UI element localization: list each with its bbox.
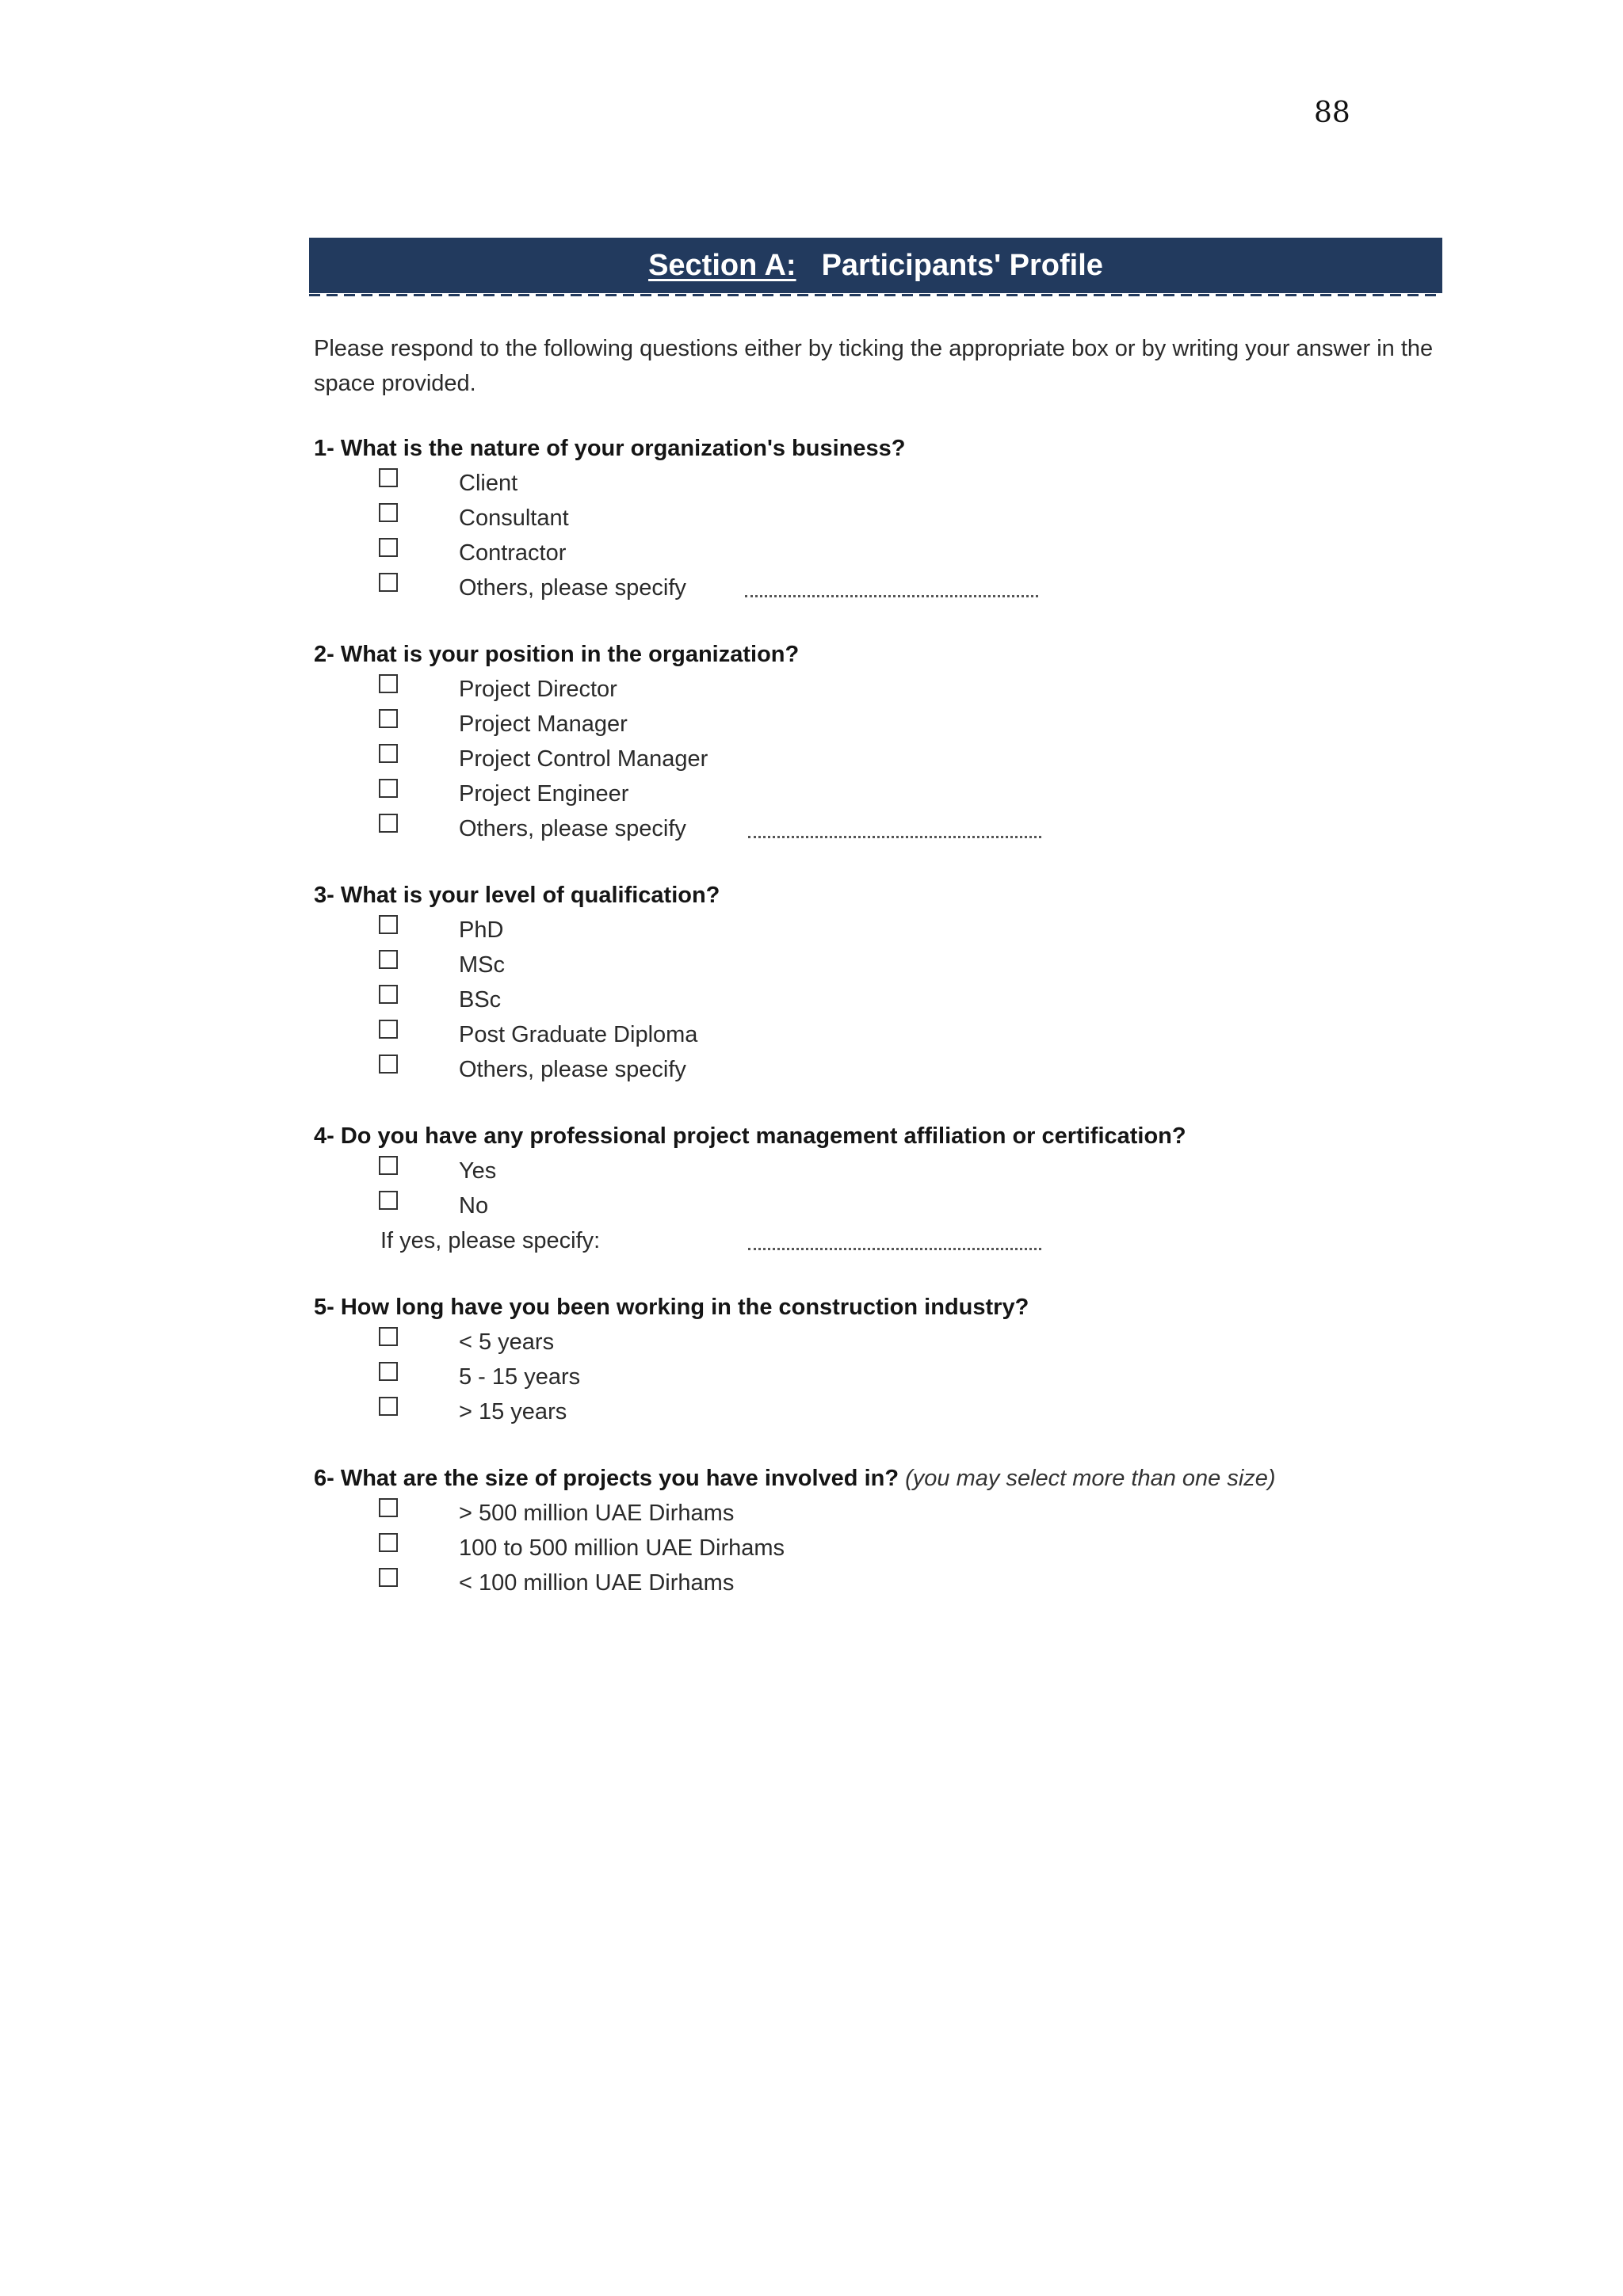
option-label: 5 - 15 years (459, 1364, 581, 1390)
option-list (309, 1496, 1442, 1600)
option-label: Others, please specify (459, 575, 686, 601)
checkbox[interactable] (379, 985, 398, 1004)
question-text: 5- How long have you been working in the construction industry? (314, 1295, 1029, 1320)
checkbox[interactable] (379, 1362, 398, 1381)
section-header (309, 238, 1442, 293)
question-3 (309, 878, 1442, 1087)
option-label: Others, please specify (459, 816, 686, 841)
option-100-to-500-million (309, 1531, 1442, 1566)
option-label: Project Manager (459, 711, 628, 737)
question-5 (309, 1290, 1442, 1429)
checkbox[interactable] (379, 674, 398, 693)
option-label: Consultant (459, 505, 569, 531)
option-project-director (309, 672, 1442, 707)
checkbox[interactable] (379, 1397, 398, 1416)
option-list (309, 466, 1442, 605)
question-text: 4- Do you have any professional project management affiliation or certification? (314, 1123, 1186, 1149)
option-others (309, 1052, 1442, 1087)
option-label: PhD (459, 917, 504, 943)
option-label: > 15 years (459, 1399, 567, 1425)
question-text (314, 1461, 1442, 1496)
question-text: 3- What is your level of qualification? (314, 883, 720, 908)
checkbox[interactable] (379, 709, 398, 728)
option-label: Yes (459, 1158, 497, 1184)
option-label: Others, please specify (459, 1057, 686, 1082)
option-label: Project Control Manager (459, 746, 708, 772)
option-label: No (459, 1193, 489, 1219)
checkbox[interactable] (379, 1568, 398, 1587)
checkbox[interactable] (379, 468, 398, 487)
checkbox[interactable] (379, 779, 398, 798)
if-yes-label: If yes, please specify: (380, 1228, 601, 1253)
option-list (309, 672, 1442, 846)
section-prefix: Section A: (648, 248, 796, 282)
checkbox[interactable] (379, 573, 398, 592)
option-under-5-years (309, 1325, 1442, 1360)
question-4 (309, 1119, 1442, 1258)
option-client (309, 466, 1442, 501)
checkbox[interactable] (379, 1055, 398, 1074)
option-project-manager (309, 707, 1442, 742)
question-main-text: 6- What are the size of projects you have involved in? (314, 1466, 899, 1491)
option-label: < 100 million UAE Dirhams (459, 1570, 735, 1596)
question-text: 2- What is your position in the organization? (314, 642, 800, 667)
option-list (309, 1154, 1442, 1223)
checkbox[interactable] (379, 814, 398, 833)
option-label: Project Engineer (459, 781, 629, 807)
checkbox[interactable] (379, 1327, 398, 1346)
option-others (309, 811, 1442, 846)
checkbox[interactable] (379, 1020, 398, 1039)
option-post-graduate-diploma (309, 1017, 1442, 1052)
checkbox[interactable] (379, 503, 398, 522)
section-title: Participants' Profile (821, 248, 1103, 282)
option-list (309, 913, 1442, 1087)
option-others (309, 570, 1442, 605)
option-bsc (309, 982, 1442, 1017)
page-number: 88 (1314, 97, 1350, 129)
option-label: BSc (459, 987, 502, 1013)
checkbox[interactable] (379, 950, 398, 969)
option-under-100-million (309, 1566, 1442, 1600)
option-over-500-million (309, 1496, 1442, 1531)
checkbox[interactable] (379, 1533, 398, 1552)
option-label: 100 to 500 million UAE Dirhams (459, 1535, 785, 1561)
option-label: Contractor (459, 540, 567, 566)
option-contractor (309, 536, 1442, 570)
option-no (309, 1188, 1442, 1223)
checkbox[interactable] (379, 744, 398, 763)
if-yes-row (309, 1223, 1442, 1258)
option-yes (309, 1154, 1442, 1188)
question-6 (309, 1461, 1442, 1600)
option-label: < 5 years (459, 1329, 555, 1355)
question-text: 1- What is the nature of your organization's business? (314, 436, 906, 461)
specify-field[interactable] (748, 1248, 1041, 1250)
option-project-engineer (309, 776, 1442, 811)
option-msc (309, 948, 1442, 982)
checkbox[interactable] (379, 1156, 398, 1175)
option-list (309, 1325, 1442, 1429)
option-label: MSc (459, 952, 505, 978)
option-label: Client (459, 471, 518, 496)
instructions-text: Please respond to the following questions either by ticking the appropriate box or by writing your answer in the space provided. (314, 336, 1434, 396)
checkbox[interactable] (379, 1498, 398, 1517)
specify-field[interactable] (745, 595, 1038, 597)
checkbox[interactable] (379, 538, 398, 557)
option-label: Post Graduate Diploma (459, 1022, 698, 1047)
option-label: Project Director (459, 677, 617, 702)
option-over-15-years (309, 1394, 1442, 1429)
question-note: (you may select more than one size) (905, 1466, 1276, 1491)
option-phd (309, 913, 1442, 948)
option-project-control-manager (309, 742, 1442, 776)
option-5-to-15-years (309, 1360, 1442, 1394)
question-2 (309, 637, 1442, 846)
questionnaire-form (309, 238, 1442, 1600)
question-1 (309, 431, 1442, 605)
checkbox[interactable] (379, 1191, 398, 1210)
option-consultant (309, 501, 1442, 536)
checkbox[interactable] (379, 915, 398, 934)
specify-field[interactable] (748, 836, 1041, 838)
option-label: > 500 million UAE Dirhams (459, 1501, 735, 1526)
